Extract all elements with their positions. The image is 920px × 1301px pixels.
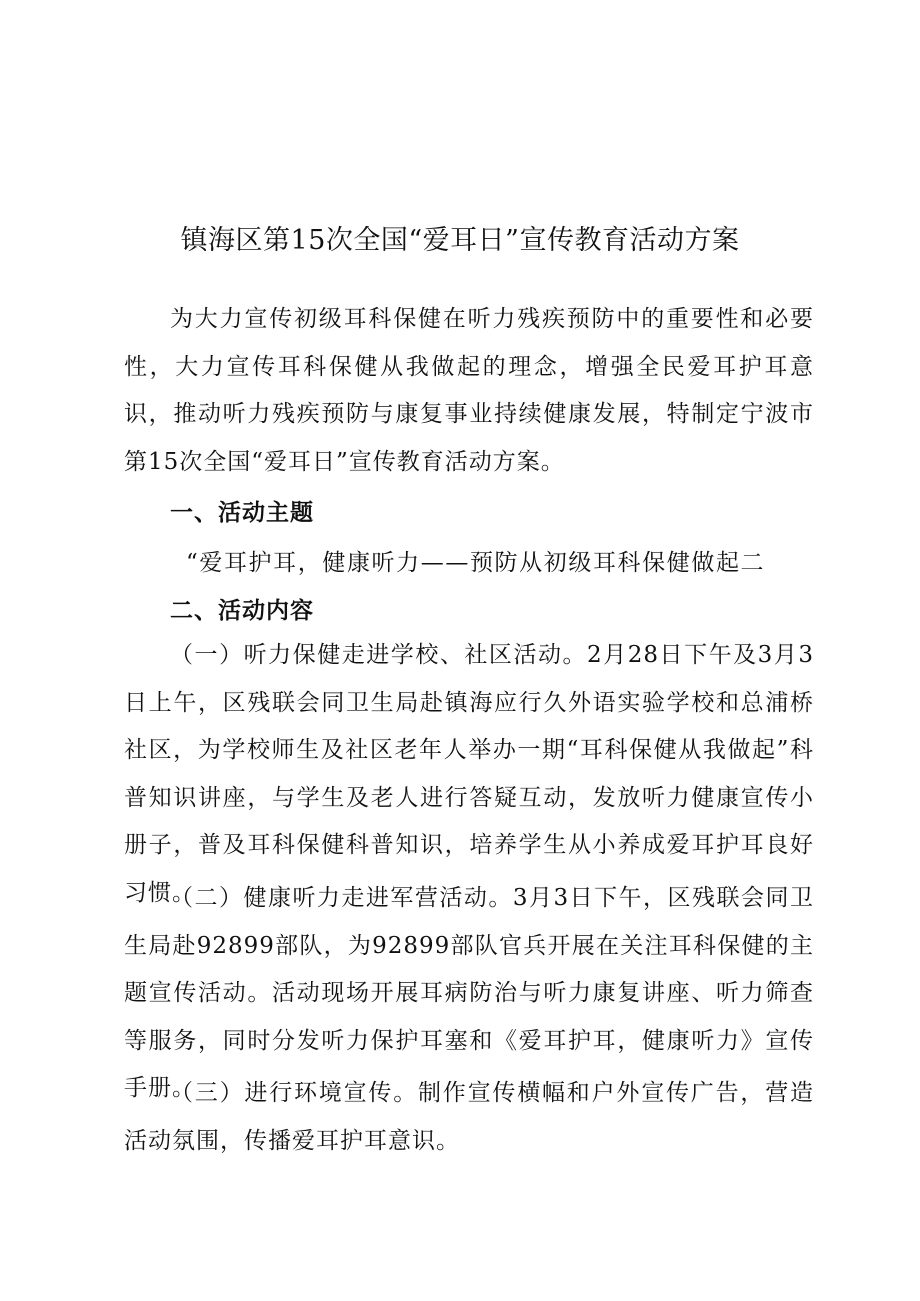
document-title: 镇海区第15次全国“爱耳日”宣传教育活动方案 [180,225,740,256]
content-item-2: （二）健康听力走进军营活动。3月3日下午，区残联会同卫生局赴92899部队，为92899部队官兵开展在关注耳科保健的主题宣传活动。活动现场开展耳病防治与听力康复讲座、听力筛查等服务，同时分发听力保护耳塞和《爱耳护耳，健康听力》宣传手册。 [124,885,814,1101]
content-item-1: （一）听力保健走进学校、社区活动。2月28日下午及3月3日上午，区残联会同卫生局赴镇海应行久外语实验学校和总浦桥社区，为学校师生及社区老年人举办一期“耳科保健从我做起”科普知识讲座，与学生及老人进行答疑互动，发放听力健康宣传小册子，普及耳科保健科普知识，培养学生从小养成爱耳护耳良好习惯。 [124,642,814,906]
section-heading-content: 二、活动内容 [170,598,314,624]
content-item-3: （三）进行环境宣传。制作宣传横幅和户外宣传广告，营造活动氛围，传播爱耳护耳意识。 [124,1080,814,1154]
intro-paragraph: 为大力宣传初级耳科保健在听力残疾预防中的重要性和必要性，大力宣传耳科保健从我做起的理念，增强全民爱耳护耳意识，推动听力残疾预防与康复事业持续健康发展，特制定宁波市第15次全国“爱耳日”宣传教育活动方案。 [124,306,814,475]
section-heading-theme: 一、活动主题 [170,500,314,526]
activity-theme-text: “爱耳护耳，健康听力——预防从初级耳科保健做起二 [186,550,766,576]
